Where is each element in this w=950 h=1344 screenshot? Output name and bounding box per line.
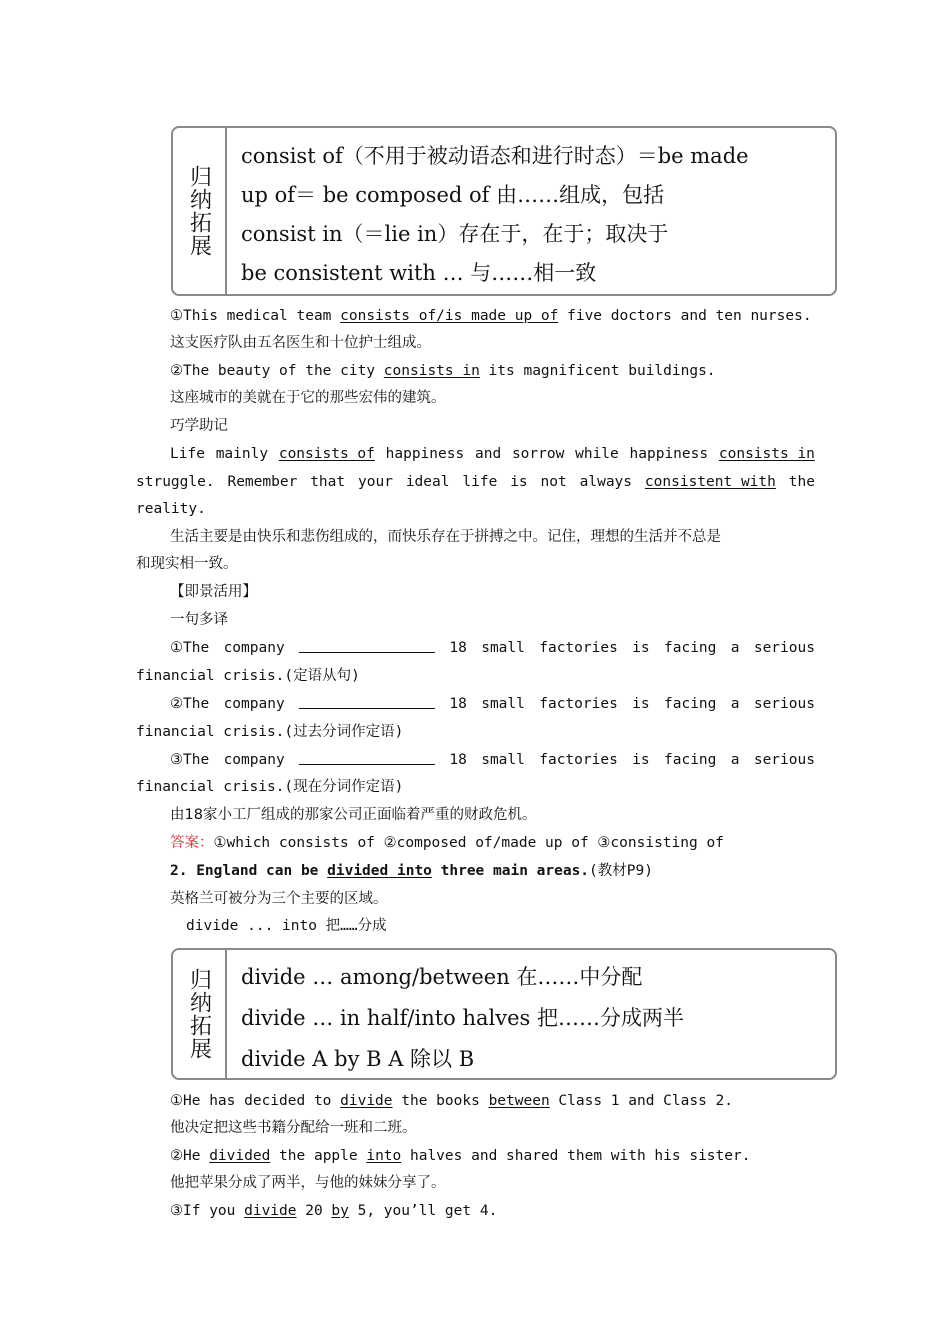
answer-label: 答案： [170, 835, 214, 851]
summary-label-text: 归纳拓展 [186, 968, 212, 1060]
answer-text: ①which consists of ②composed of/made up of ③consisting of [213, 835, 724, 851]
summary-box-divide [171, 948, 837, 1080]
summary-box-label [173, 128, 227, 294]
summary-line: be consistent with … 与……相一致 [241, 261, 597, 285]
underlined-phrase: consists of [278, 446, 375, 462]
practice-header: 【即景活用】 [170, 584, 257, 600]
summary-label-text: 归纳拓展 [186, 165, 212, 257]
summary-box-label [173, 950, 227, 1078]
underlined-phrase: by [331, 1203, 349, 1219]
practice-sentence: ③The company 18 small factories is facing a serious [170, 752, 815, 768]
example-sentence: ③If you divide 20 by 5, you’ll get 4. [170, 1203, 498, 1219]
underlined-phrase: divided [209, 1148, 271, 1164]
practice-translation: 由18家小工厂组成的那家公司正面临着严重的财政危机。 [170, 807, 537, 823]
practice-sentence: ②The company 18 small factories is facing a serious [170, 696, 815, 712]
practice-sentence-cont: financial crisis.(定语从句) [136, 668, 360, 684]
summary-line: divide A by B A 除以 B [241, 1047, 475, 1071]
example-sentence: ①This medical team consists of/is made up of five doctors and ten nurses. [170, 308, 812, 324]
example-translation: 这支医疗队由五名医生和十位护士组成。 [170, 335, 431, 351]
summary-box-consist [171, 126, 837, 296]
summary-line: up of＝ be composed of 由……组成，包括 [241, 183, 665, 207]
example-translation: 他决定把这些书籍分配给一班和二班。 [170, 1120, 417, 1136]
answer-line [170, 833, 724, 853]
summary-line: divide … among/between 在……中分配 [241, 965, 643, 989]
underlined-phrase: consists in [718, 446, 815, 462]
answer-blank [299, 638, 435, 653]
point-heading: 2. England can be divided into three main areas.(教材P9) [170, 863, 653, 879]
underlined-phrase: consists in [383, 363, 480, 379]
underlined-phrase: between [488, 1093, 550, 1109]
underlined-phrase: divided into [327, 863, 432, 879]
memory-line: Life mainly consists of happiness and sorrow while happiness consists in [170, 446, 815, 462]
example-translation: 他把苹果分成了两半，与他的妹妹分享了。 [170, 1175, 446, 1191]
example-translation: 这座城市的美就在于它的那些宏伟的建筑。 [170, 390, 446, 406]
underlined-phrase: consists of/is made up of [340, 308, 559, 324]
summary-line: consist of（不用于被动语态和进行时态）＝be made [241, 144, 749, 168]
practice-sentence-cont: financial crisis.(过去分词作定语) [136, 724, 404, 740]
answer-blank [299, 694, 435, 709]
underlined-phrase: divide [244, 1203, 297, 1219]
memory-line: reality. [136, 501, 206, 517]
memory-translation: 和现实相一致。 [136, 556, 238, 572]
practice-subheader: 一句多译 [170, 612, 228, 628]
example-sentence: ①He has decided to divide the books between Class 1 and Class 2. [170, 1093, 733, 1109]
memory-line: struggle. Remember that your ideal life is not always consistent with the [136, 474, 815, 490]
practice-sentence-cont: financial crisis.(现在分词作定语) [136, 779, 404, 795]
summary-line: divide … in half/into halves 把……分成两半 [241, 1006, 684, 1030]
memory-translation: 生活主要是由快乐和悲伤组成的，而快乐存在于拼搏之中。记住，理想的生活并不总是 [170, 529, 721, 545]
example-sentence: ②The beauty of the city consists in its magnificent buildings. [170, 363, 716, 379]
answer-blank [299, 750, 435, 765]
point-phrase: divide ... into 把……分成 [186, 918, 387, 934]
point-translation: 英格兰可被分为三个主要的区域。 [170, 891, 388, 907]
underlined-phrase: consistent with [644, 474, 776, 490]
memory-title: 巧学助记 [170, 418, 228, 434]
summary-line: consist in（＝lie in）存在于，在于；取决于 [241, 222, 669, 246]
practice-sentence: ①The company 18 small factories is facing a serious [170, 640, 815, 656]
underlined-phrase: divide [340, 1093, 393, 1109]
underlined-phrase: into [366, 1148, 402, 1164]
example-sentence: ②He divided the apple into halves and shared them with his sister. [170, 1148, 751, 1164]
